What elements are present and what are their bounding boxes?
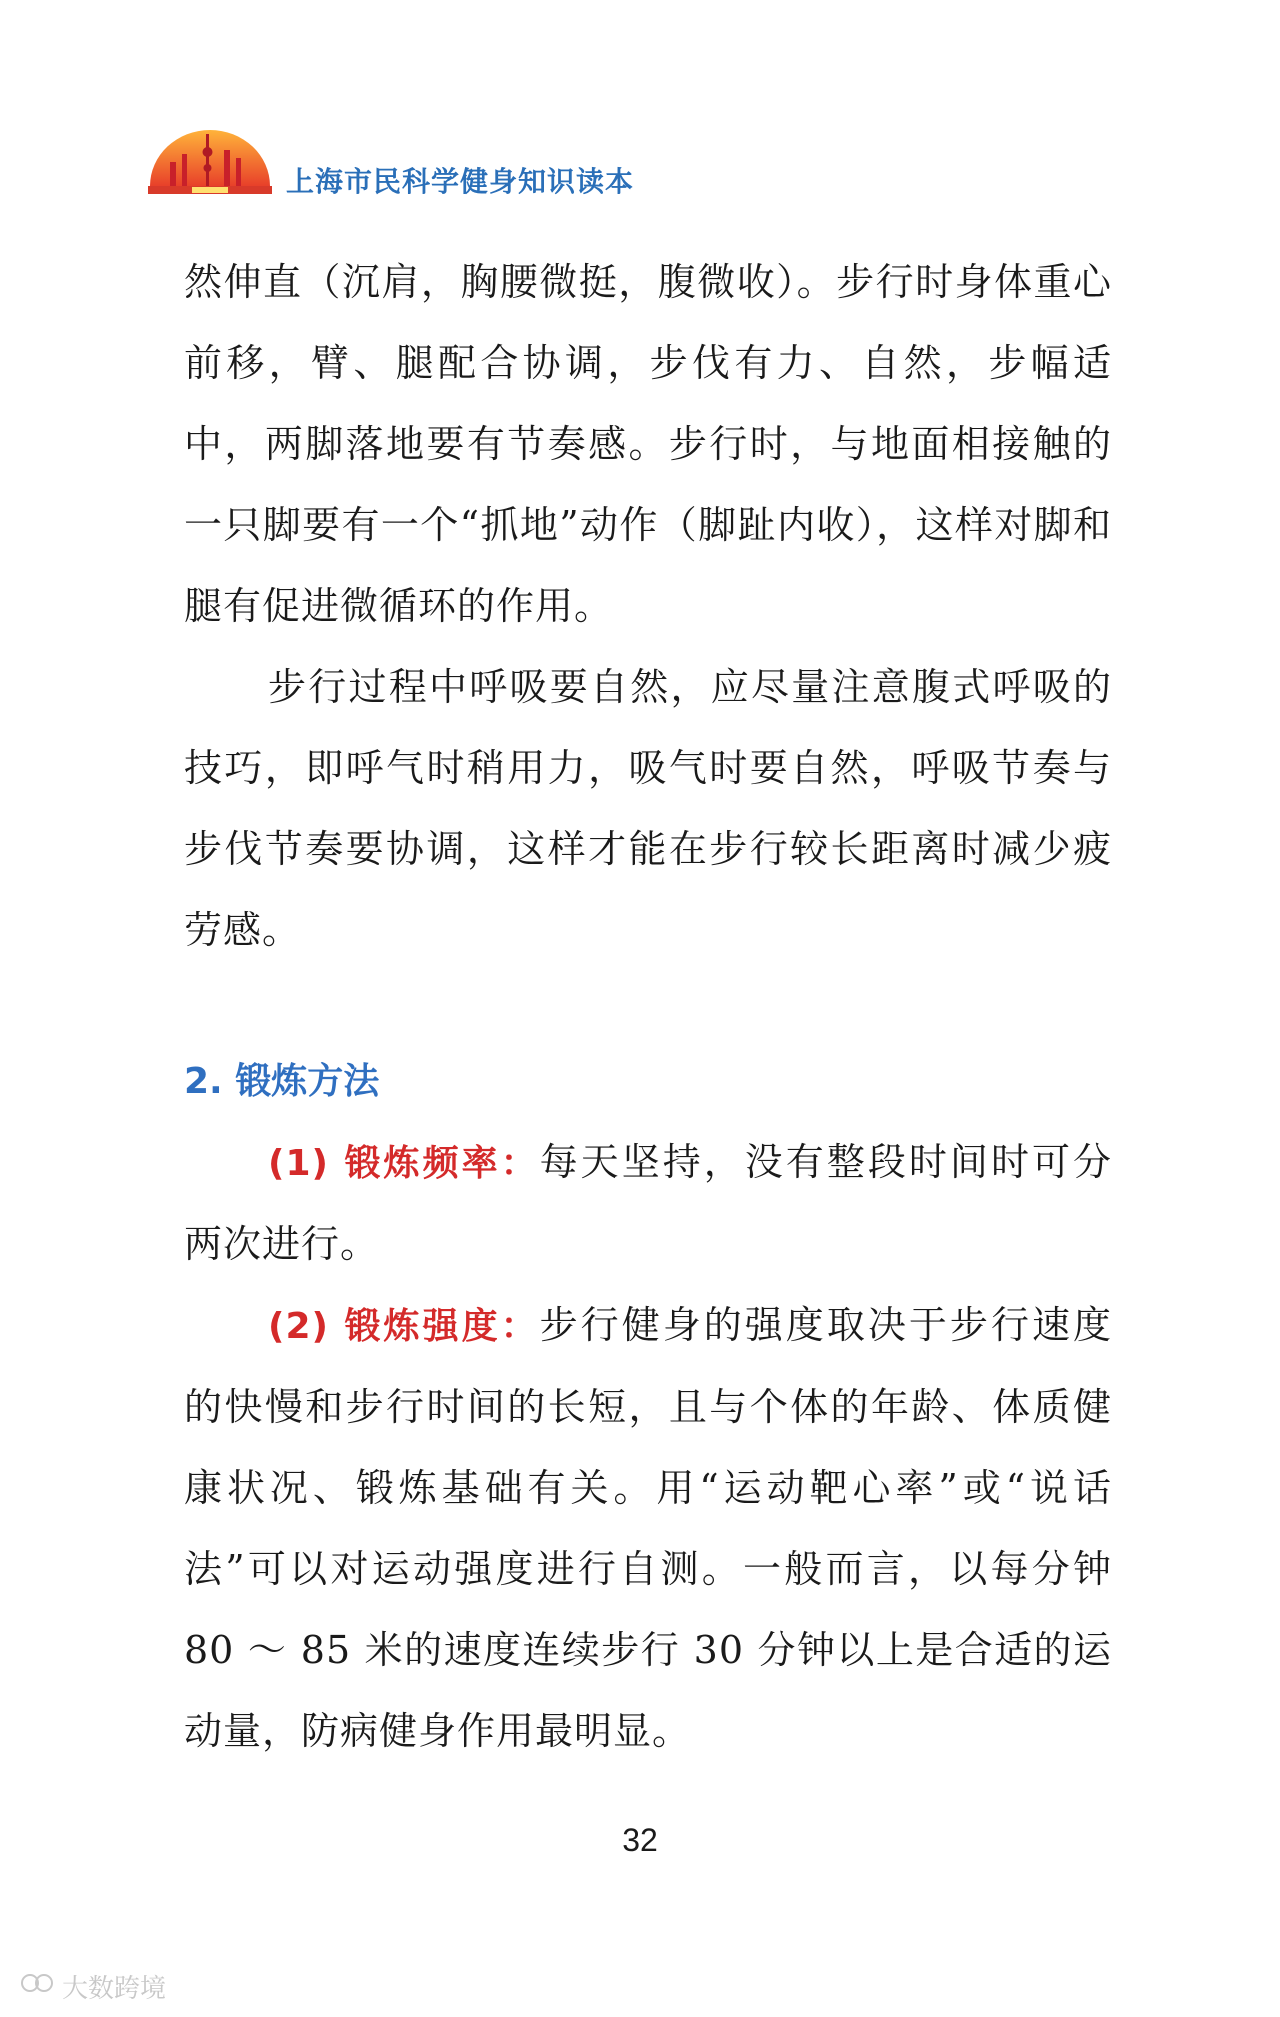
watermark-text: 大数跨境 [62, 1974, 167, 2004]
item-frequency [184, 1122, 1112, 1285]
item-intensity-text: 步行健身的强度取决于步行速度的快慢和步行时间的长短，且与个体的年龄、体质健康状况、锻炼基础有关。用“运动靶心率”或“说话法”可以对运动强度进行自测。一般而言，以每分钟 80 ～ 85 米的速度连续步行 30 分钟以上是合适的运动量，防病健身作用最明显。 [184, 1303, 1112, 1753]
item-intensity [184, 1285, 1112, 1772]
paragraph-walking-posture: 然伸直（沉肩，胸腰微挺，腹微收）。步行时身体重心前移，臂、腿配合协调，步伐有力、自然，步幅适中，两脚落地要有节奏感。步行时，与地面相接触的一只脚要有一个“抓地”动作（脚趾内收），这样对脚和腿有促进微循环的作用。 [184, 260, 1112, 628]
item-frequency-label: (1) 锻炼频率： [268, 1143, 540, 1184]
watermark [20, 1968, 166, 2005]
item-frequency-text: 每天坚持，没有整段时间时可分两次进行。 [184, 1140, 1112, 1266]
shanghai-skyline-logo [140, 122, 280, 202]
section-heading: 2. 锻炼方法 [184, 1061, 380, 1102]
book-title: 上海市民科学健身知识读本 [286, 165, 635, 198]
page-number: 32 [622, 1822, 658, 1858]
item-intensity-label: (2) 锻炼强度： [268, 1306, 540, 1347]
paragraph-breathing: 步行过程中呼吸要自然，应尽量注意腹式呼吸的技巧，即呼气时稍用力，吸气时要自然，呼吸节奏与步伐节奏要协调，这样才能在步行较长距离时减少疲劳感。 [184, 665, 1112, 952]
page-body [184, 242, 1112, 1772]
watermark-logo-icon [20, 1970, 56, 2003]
page-header [140, 122, 634, 202]
